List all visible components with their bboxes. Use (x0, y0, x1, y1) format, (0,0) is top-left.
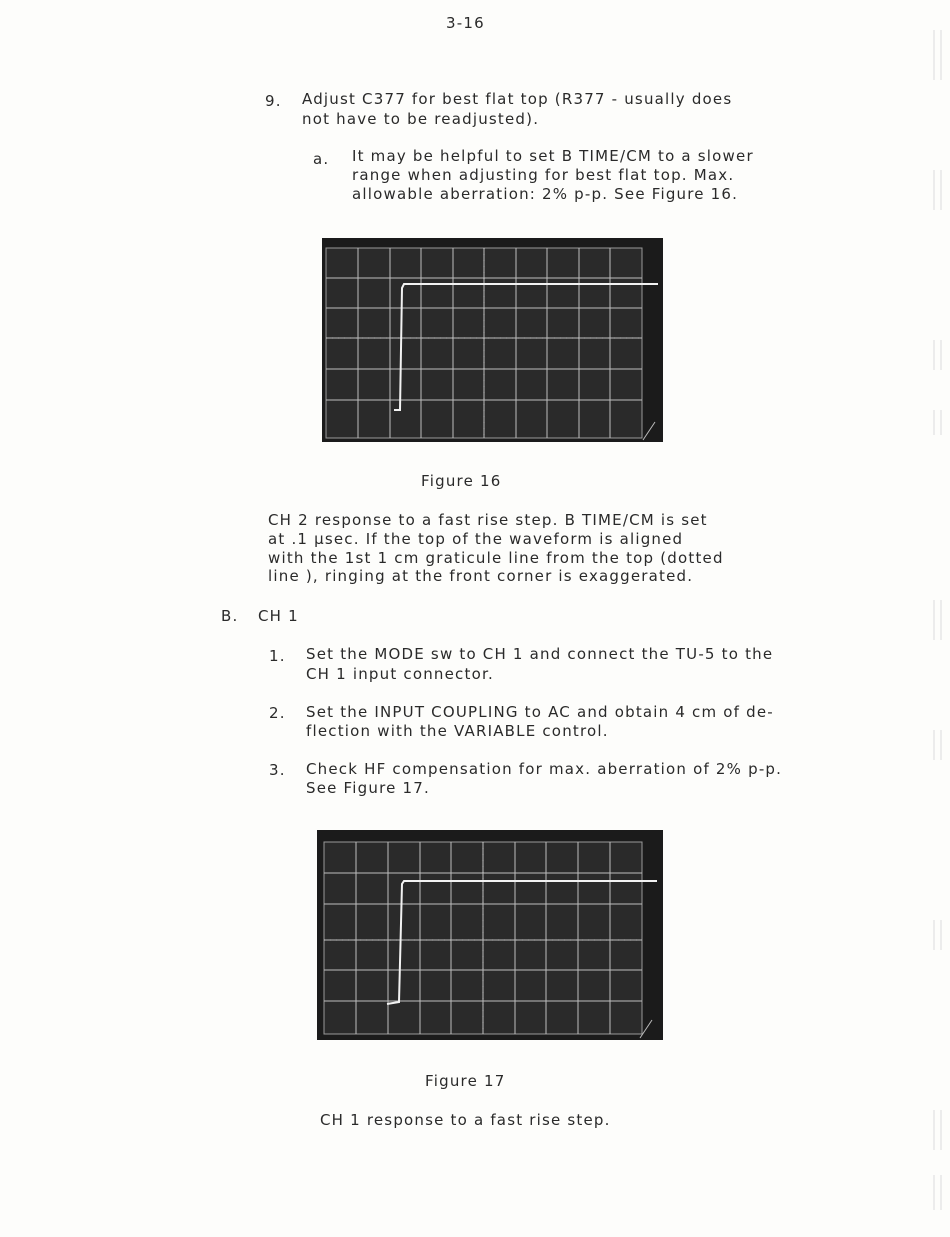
b-step-3-number: 3. (269, 761, 286, 779)
b-step-1-line-1: Set the MODE sw to CH 1 and connect the TU-5 to the (306, 645, 774, 663)
figure-16-desc-line-3: with the 1st 1 cm graticule line from the top (dotted (268, 549, 724, 567)
step-9a-line-2: range when adjusting for best flat top. Max. (352, 166, 735, 184)
section-b-title: CH 1 (258, 607, 299, 625)
b-step-2-number: 2. (269, 704, 286, 722)
figure-17-scope-photo (317, 830, 663, 1040)
step-9-line-1: Adjust C377 for best flat top (R377 - usually does (302, 90, 733, 108)
figure-16-scope-photo (322, 238, 663, 442)
step-9a-label: a. (313, 150, 330, 168)
figure-16-desc-line-2: at .1 µsec. If the top of the waveform is aligned (268, 530, 684, 548)
figure-16-graticule (322, 238, 663, 442)
step-9a-line-3: allowable aberration: 2% p-p. See Figure 16. (352, 185, 739, 203)
b-step-2-line-1: Set the INPUT COUPLING to AC and obtain 4 cm of de- (306, 703, 774, 721)
figure-17-graticule (317, 830, 663, 1040)
figure-16-caption: Figure 16 (421, 472, 502, 490)
step-9a-line-1: It may be helpful to set B TIME/CM to a slower (352, 147, 754, 165)
b-step-3-line-2: See Figure 17. (306, 779, 430, 797)
figure-16-desc-line-4: line ), ringing at the front corner is exaggerated. (268, 567, 694, 585)
figure-17-desc: CH 1 response to a fast rise step. (320, 1111, 611, 1129)
b-step-3-line-1: Check HF compensation for max. aberration of 2% p-p. (306, 760, 783, 778)
step-9-number: 9. (265, 92, 282, 110)
b-step-1-line-2: CH 1 input connector. (306, 665, 494, 683)
margin-binding-marks (932, 0, 944, 1237)
section-b-label: B. (221, 607, 239, 625)
step-9-line-2: not have to be readjusted). (302, 110, 540, 128)
page-number: 3-16 (446, 14, 485, 32)
b-step-2-line-2: flection with the VARIABLE control. (306, 722, 609, 740)
b-step-1-number: 1. (269, 647, 286, 665)
figure-16-desc-line-1: CH 2 response to a fast rise step. B TIME/CM is set (268, 511, 708, 529)
figure-17-caption: Figure 17 (425, 1072, 506, 1090)
